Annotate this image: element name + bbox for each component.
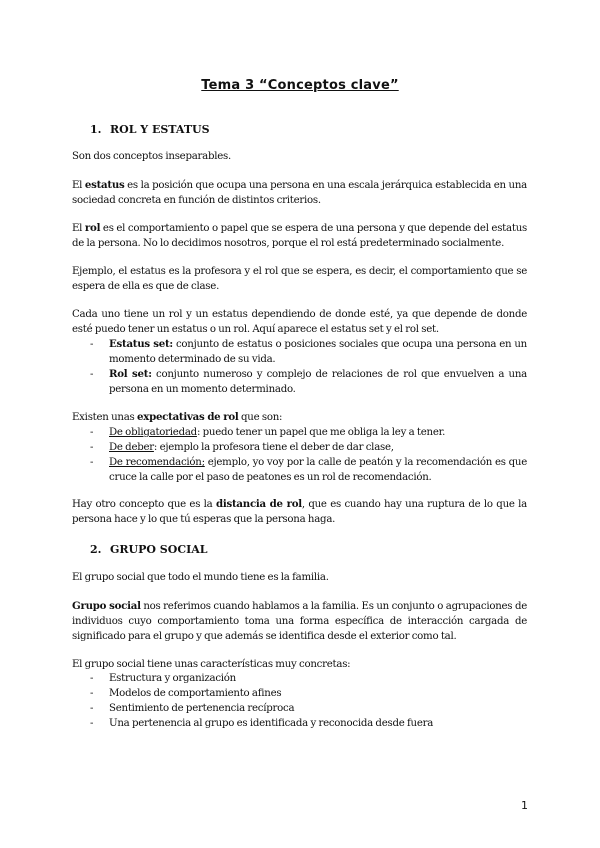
paragraph-expectativas: Existen unas expectativas de rol que son: bbox=[72, 411, 283, 423]
section-heading-grupo-social bbox=[90, 543, 208, 556]
term-rol: rol bbox=[84, 222, 101, 234]
list-item: - Modelos de comportamiento afines bbox=[90, 686, 527, 701]
paragraph-familia: El grupo social que todo el mundo tiene es la familia. bbox=[72, 572, 329, 583]
section-title: ROL Y ESTATUS bbox=[110, 123, 210, 136]
list-item: - Estatus set: conjunto de estatus o posiciones sociales que ocupa una persona en un momento determinado de su vida. bbox=[90, 337, 527, 367]
term-distancia: distancia de rol bbox=[216, 498, 302, 510]
paragraph-rol: El rol es el comportamiento o papel que se espera de una persona y que depende del estatus de la persona. No lo decidimos nosotros, porque el rol está predeterminado socialmente. bbox=[72, 222, 527, 249]
section-heading-rol-estatus bbox=[90, 123, 210, 136]
term-estatus: estatus bbox=[84, 179, 125, 191]
expectativas-list bbox=[90, 425, 527, 485]
list-item: - Rol set: conjunto numeroso y complejo de relaciones de rol que envuelven a una persona en un momento determinado. bbox=[90, 367, 527, 397]
paragraph-estatus: El estatus es la posición que ocupa una persona en una escala jerárquica establecida en una sociedad concreta en función de distintos criterios. bbox=[72, 179, 527, 206]
paragraph-intro: Son dos conceptos inseparables. bbox=[72, 151, 232, 162]
document-title: Tema 3 “Conceptos clave” bbox=[201, 78, 399, 93]
paragraph-distancia: Hay otro concepto que es la distancia de rol, que es cuando hay una ruptura de lo que la persona hace y lo que tú esperas que la persona haga. bbox=[72, 498, 527, 525]
list-item: - De deber: ejemplo la profesora tiene el deber de dar clase, bbox=[90, 440, 527, 455]
paragraph-caracteristicas: El grupo social tiene unas características muy concretas: bbox=[72, 659, 351, 670]
page-number: 1 bbox=[521, 799, 528, 812]
section-number: 1. bbox=[90, 123, 102, 136]
term-expectativas: expectativas de rol bbox=[137, 411, 239, 423]
section-number: 2. bbox=[90, 543, 102, 556]
paragraph-grupo-social: Grupo social nos referimos cuando hablamos a la familia. Es un conjunto o agrupaciones de individuos cuyo comportamiento toma una forma específica de interacción cargada de significado para el grupo y que además se identifica desde el exterior como tal. bbox=[72, 600, 527, 642]
list-item: - De recomendación; ejemplo, yo voy por la calle de peatón y la recomendación es que cruce la calle por el paso de peatones es un rol de recomendación. bbox=[90, 455, 527, 485]
list-item: - De obligatoriedad: puedo tener un papel que me obliga la ley a tener. bbox=[90, 425, 527, 440]
section-title: GRUPO SOCIAL bbox=[110, 543, 208, 556]
list-item: - Una pertenencia al grupo es identificada y reconocida desde fuera bbox=[90, 716, 527, 731]
list-item: - Sentimiento de pertenencia recíproca bbox=[90, 701, 527, 716]
term-grupo-social: Grupo social bbox=[72, 600, 141, 612]
paragraph-cada-uno: Cada uno tiene un rol y un estatus dependiendo de donde esté, ya que depende de donde esté puedo tener un estatus o un rol. Aquí aparece el estatus set y el rol set. bbox=[72, 309, 527, 335]
paragraph-ejemplo: Ejemplo, el estatus es la profesora y el rol que se espera, es decir, el comportamiento que se espera de ella es que de clase. bbox=[72, 266, 527, 292]
list-item: - Estructura y organización bbox=[90, 671, 527, 686]
set-list bbox=[90, 337, 527, 397]
caracteristicas-list bbox=[90, 671, 527, 731]
